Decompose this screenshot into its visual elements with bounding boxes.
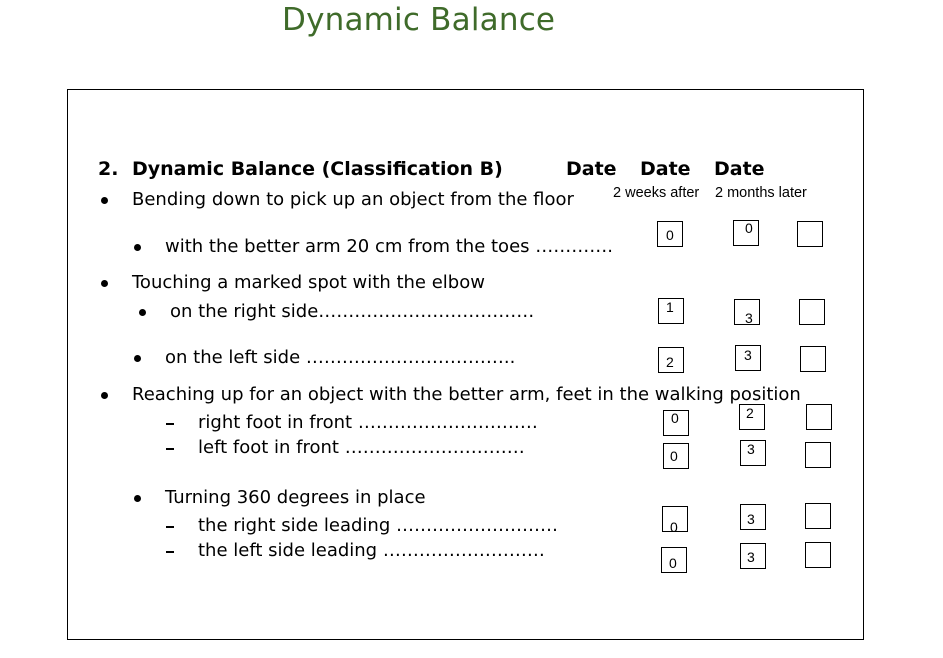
date-subheader-2-months: 2 months later — [715, 185, 807, 201]
bullet-icon — [134, 244, 141, 251]
item-better-arm: with the better arm 20 cm from the toes …………. — [165, 236, 613, 257]
score-box-left-foot-2[interactable]: 3 — [740, 440, 766, 466]
item-right-leading: the right side leading ……………………… — [198, 515, 558, 536]
date-header-2: Date — [640, 158, 691, 180]
score-box-right-leading-3[interactable] — [805, 503, 831, 529]
item-left-side: on the left side …………………………….. — [165, 347, 516, 368]
score-box-better-arm-3[interactable] — [797, 221, 823, 247]
dash-icon — [166, 551, 174, 553]
item-touch-elbow: Touching a marked spot with the elbow — [132, 272, 485, 293]
dash-icon — [166, 423, 174, 425]
item-right-foot: right foot in front ………………………… — [198, 412, 538, 433]
bullet-icon — [101, 392, 108, 399]
date-subheader-2-weeks: 2 weeks after — [613, 185, 700, 201]
bullet-icon — [134, 355, 141, 362]
score-box-right-side-3[interactable] — [799, 299, 825, 325]
score-box-right-side-1[interactable]: 1 — [658, 298, 684, 324]
score-box-right-foot-1[interactable]: 0 — [663, 410, 689, 436]
score-box-right-foot-2[interactable]: 2 — [739, 404, 765, 430]
score-box-left-side-2[interactable]: 3 — [735, 345, 761, 371]
date-header-1: Date — [566, 158, 617, 180]
item-turning: Turning 360 degrees in place — [165, 487, 426, 508]
score-box-right-foot-3[interactable] — [806, 404, 832, 430]
page-title: Dynamic Balance — [282, 2, 556, 38]
item-bend-down: Bending down to pick up an object from the floor — [132, 189, 574, 210]
score-box-left-side-1[interactable]: 2 — [658, 347, 684, 373]
dash-icon — [166, 448, 174, 450]
item-reaching: Reaching up for an object with the better arm, feet in the walking position — [132, 384, 801, 405]
dash-icon — [166, 526, 174, 528]
item-left-foot: left foot in front ………………………… — [198, 437, 525, 458]
score-box-left-foot-1[interactable]: 0 — [663, 443, 689, 469]
score-box-left-foot-3[interactable] — [805, 442, 831, 468]
bullet-icon — [134, 495, 141, 502]
score-box-better-arm-1[interactable]: 0 — [657, 221, 683, 247]
score-box-left-leading-3[interactable] — [805, 542, 831, 568]
section-heading: Dynamic Balance (Classification B) — [132, 158, 503, 180]
score-box-left-leading-1[interactable]: 0 — [661, 547, 687, 573]
score-box-left-side-3[interactable] — [800, 346, 826, 372]
bullet-icon — [101, 197, 108, 204]
score-box-better-arm-2[interactable]: 0 — [733, 220, 759, 246]
item-right-side: on the right side……………………………… — [170, 301, 535, 322]
date-header-3: Date — [714, 158, 765, 180]
score-box-right-side-2[interactable]: 3 — [734, 299, 760, 325]
item-left-leading: the left side leading ……………………… — [198, 540, 545, 561]
bullet-icon — [139, 309, 146, 316]
score-box-right-leading-1[interactable]: 0 — [662, 506, 688, 532]
bullet-icon — [101, 280, 108, 287]
score-box-right-leading-2[interactable]: 3 — [740, 504, 766, 530]
score-box-left-leading-2[interactable]: 3 — [740, 543, 766, 569]
section-number: 2. — [98, 158, 119, 180]
